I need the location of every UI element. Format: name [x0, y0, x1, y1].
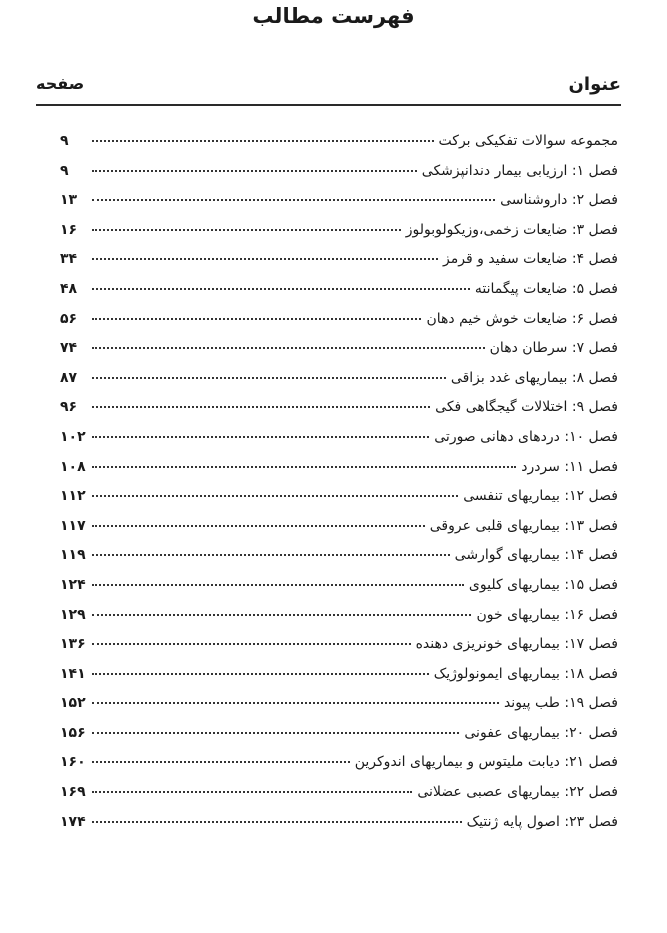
toc-entry-page-number: ۱۵۲ — [60, 695, 86, 712]
dot-leader — [92, 614, 471, 616]
toc-entry[interactable] — [60, 340, 618, 370]
toc-entry-page-number: ۱۲۴ — [60, 576, 86, 593]
dot-leader — [92, 673, 429, 675]
toc-entry[interactable] — [60, 577, 618, 607]
dot-leader — [92, 702, 499, 704]
dot-leader — [92, 406, 430, 408]
page-column-label: صفحه — [36, 74, 85, 93]
dot-leader — [92, 821, 462, 823]
dot-leader — [92, 761, 350, 763]
toc-entry-page-number: ۹۶ — [60, 399, 78, 416]
toc-entry-title: فصل ۱۲: بیماریهای تنفسی — [463, 488, 618, 505]
page-title: فهرست مطالب — [252, 4, 415, 28]
toc-entry-title: فصل ۲۰: بیماریهای عفونی — [464, 724, 618, 741]
toc-entry-page-number: ۱۰۸ — [60, 458, 86, 475]
toc-entry-title: فصل ۱۰: دردهای دهانی صورتی — [434, 428, 618, 445]
toc-entry-title: فصل ۱۹: طب پیوند — [503, 695, 618, 712]
dot-leader — [92, 495, 458, 497]
toc-entry-title: فصل ۲: داروشناسی — [500, 192, 618, 209]
toc-entry-title: فصل ۹: اختلالات گیجگاهی فکی — [435, 399, 618, 416]
dot-leader — [92, 436, 429, 438]
dot-leader — [92, 199, 495, 201]
dot-leader — [92, 791, 412, 793]
table-of-contents — [60, 133, 618, 843]
toc-entry[interactable] — [60, 695, 618, 725]
toc-entry[interactable] — [60, 784, 618, 814]
toc-entry-title: فصل ۳: ضایعات زخمی،وزیکولوبولوز — [405, 221, 618, 238]
toc-entry-title: فصل ۶: ضایعات خوش خیم دهان — [426, 310, 618, 327]
dot-leader — [92, 258, 438, 260]
dot-leader — [92, 584, 464, 586]
toc-entry-title: فصل ۲۳: اصول پایه ژنتیک — [466, 813, 618, 830]
toc-entry[interactable] — [60, 163, 618, 193]
toc-entry-page-number: ۱۳ — [60, 192, 78, 209]
toc-entry[interactable] — [60, 222, 618, 252]
toc-entry-page-number: ۹ — [60, 133, 69, 149]
toc-entry-page-number: ۱۷۴ — [60, 813, 86, 830]
dot-leader — [92, 140, 434, 142]
toc-entry-title: فصل ۱۳: بیماریهای قلبی عروقی — [429, 517, 618, 534]
toc-entry-page-number: ۷۴ — [60, 340, 78, 357]
toc-entry-page-number: ۱۶ — [60, 221, 78, 238]
toc-entry-page-number: ۱۶۹ — [60, 784, 86, 801]
toc-entry[interactable] — [60, 192, 618, 222]
toc-entry-page-number: ۱۳۶ — [60, 636, 86, 653]
toc-entry[interactable] — [60, 311, 618, 341]
toc-entry[interactable] — [60, 459, 618, 489]
dot-leader — [92, 525, 425, 527]
dot-leader — [92, 347, 485, 349]
toc-entry-title: فصل ۴: ضایعات سفید و قرمز — [443, 251, 618, 268]
toc-entry-title: فصل ۵: ضایعات پیگمانته — [474, 280, 618, 297]
toc-entry[interactable] — [60, 488, 618, 518]
toc-entry-title: فصل ۱۸: بیماریهای ایمونولوژیک — [433, 665, 618, 682]
dot-leader — [92, 554, 450, 556]
toc-entry-page-number: ۳۴ — [60, 251, 78, 268]
toc-entry-title: فصل ۱۶: بیماریهای خون — [476, 606, 618, 623]
toc-entry[interactable] — [60, 370, 618, 400]
toc-entry-page-number: ۱۰۲ — [60, 428, 86, 445]
dot-leader — [92, 466, 516, 468]
toc-entry-title: فصل ۲۱: دیابت ملیتوس و بیماریهای اندوکرین — [354, 754, 618, 771]
dot-leader — [92, 732, 459, 734]
toc-entry[interactable] — [60, 399, 618, 429]
toc-entry-page-number: ۱۱۲ — [60, 488, 86, 505]
toc-entry-title: فصل ۲۲: بیماریهای عصبی عضلانی — [417, 784, 618, 801]
toc-entry-page-number: ۴۸ — [60, 280, 78, 297]
toc-entry[interactable] — [60, 251, 618, 281]
toc-entry-title: فصل ۸: بیماریهای غدد بزاقی — [450, 369, 618, 386]
toc-entry-title: فصل ۱۴: بیماریهای گوارشی — [454, 547, 618, 564]
title-column-label: عنوان — [568, 74, 621, 95]
toc-entry-title: مجموعه سوالات تفکیکی برکت — [438, 133, 618, 149]
toc-entry-page-number: ۸۷ — [60, 369, 78, 386]
toc-entry[interactable] — [60, 636, 618, 666]
toc-entry[interactable] — [60, 754, 618, 784]
toc-entry-title: فصل ۱۷: بیماریهای خونریزی دهنده — [415, 636, 618, 653]
toc-entry-title: فصل ۱۵: بیماریهای کلیوی — [468, 576, 618, 593]
toc-entry[interactable] — [60, 814, 618, 844]
toc-entry-page-number: ۱۵۶ — [60, 724, 86, 741]
toc-entry[interactable] — [60, 281, 618, 311]
dot-leader — [92, 288, 470, 290]
dot-leader — [92, 643, 411, 645]
toc-entry[interactable] — [60, 725, 618, 755]
toc-header — [36, 70, 621, 106]
toc-entry-page-number: ۱۱۷ — [60, 517, 86, 534]
toc-entry[interactable] — [60, 429, 618, 459]
dot-leader — [92, 377, 446, 379]
toc-entry-page-number: ۱۶۰ — [60, 754, 86, 771]
toc-entry[interactable] — [60, 133, 618, 163]
toc-entry-title: فصل ۱: ارزیابی بیمار دندانپزشکی — [421, 162, 618, 179]
toc-entry[interactable] — [60, 547, 618, 577]
toc-entry[interactable] — [60, 607, 618, 637]
toc-entry-title: فصل ۷: سرطان دهان — [489, 340, 618, 357]
toc-entry-page-number: ۱۴۱ — [60, 665, 86, 682]
dot-leader — [92, 229, 401, 231]
toc-entry[interactable] — [60, 518, 618, 548]
toc-entry[interactable] — [60, 666, 618, 696]
toc-entry-page-number: ۱۱۹ — [60, 547, 86, 564]
toc-entry-page-number: ۱۲۹ — [60, 606, 86, 623]
dot-leader — [92, 318, 421, 320]
toc-entry-page-number: ۹ — [60, 162, 69, 179]
toc-entry-page-number: ۵۶ — [60, 310, 78, 327]
dot-leader — [92, 170, 417, 172]
toc-entry-title: فصل ۱۱: سردرد — [521, 458, 618, 475]
